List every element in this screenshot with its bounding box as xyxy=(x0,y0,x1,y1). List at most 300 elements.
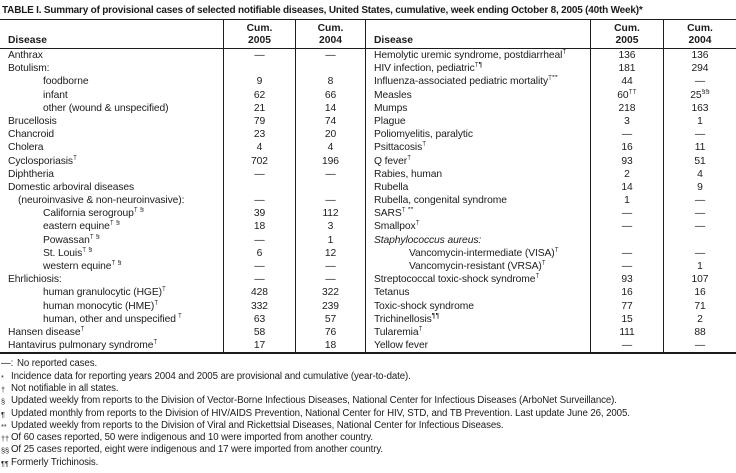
column-header-cum-2005-right xyxy=(590,20,663,48)
footnote xyxy=(0,408,736,420)
value: 3 xyxy=(327,221,334,233)
footnote xyxy=(0,358,736,370)
column-header-label: 2005 xyxy=(248,34,271,46)
cum-2005-cell xyxy=(590,49,663,62)
value: 25 xyxy=(690,89,702,101)
disease-cell xyxy=(0,300,223,313)
cum-2004-cell xyxy=(295,181,365,194)
cum-2005-cell xyxy=(223,181,295,194)
disease-name: Rubella, congenital syndrome xyxy=(374,195,507,207)
footnote-marker: †† xyxy=(1,434,9,444)
disease-name: foodborne xyxy=(43,76,89,88)
cum-2004-cell xyxy=(295,273,365,286)
cum-2005-cell xyxy=(223,75,295,88)
disease-cell xyxy=(365,247,590,260)
disease-name: Botulism: xyxy=(8,63,50,75)
cum-2004-cell xyxy=(663,181,736,194)
value: — xyxy=(621,247,633,259)
disease-name: Ehrlichiosis: xyxy=(8,274,62,286)
cum-2004-cell xyxy=(663,128,736,141)
value: — xyxy=(694,76,706,88)
disease-name: Brucellosis xyxy=(8,115,57,127)
value: 16 xyxy=(621,142,633,154)
disease-name: human monocytic (HME) xyxy=(43,300,155,312)
cum-2004-cell xyxy=(663,234,736,247)
disease-name: Streptococcal toxic-shock syndrome xyxy=(374,274,536,286)
disease-cell xyxy=(0,168,223,181)
value: 181 xyxy=(618,63,636,75)
disease-cell xyxy=(365,194,590,207)
value: — xyxy=(694,221,706,233)
table-header-row xyxy=(0,19,736,49)
footnote-marker: † xyxy=(175,312,182,320)
footnote-marker: † xyxy=(418,325,423,333)
value: — xyxy=(621,129,633,141)
value: 39 xyxy=(253,208,266,220)
disease-name: Rabies, human xyxy=(374,168,442,180)
disease-cell xyxy=(0,49,223,62)
disease-cell xyxy=(365,234,590,247)
footnote-marker: †** xyxy=(548,75,558,82)
value: 14 xyxy=(324,102,337,114)
value: 93 xyxy=(621,274,633,286)
disease-name: California serogroup xyxy=(43,208,134,220)
cum-2004-cell xyxy=(295,300,365,313)
column-header-label: Cum. xyxy=(687,23,713,34)
value: 51 xyxy=(694,155,706,167)
value: 71 xyxy=(694,300,706,312)
disease-name: Domestic arboviral diseases xyxy=(8,181,135,193)
value: 294 xyxy=(691,63,709,75)
value: 14 xyxy=(621,181,633,193)
disease-cell xyxy=(0,181,223,194)
value: — xyxy=(325,261,336,272)
value: 136 xyxy=(691,50,709,61)
value: — xyxy=(254,234,265,246)
column-header-disease-left xyxy=(0,20,223,48)
cum-2004-cell xyxy=(663,141,736,154)
disease-cell xyxy=(365,89,590,102)
cum-2005-cell xyxy=(223,300,295,313)
disease-cell xyxy=(0,313,223,326)
value: 1 xyxy=(327,234,334,246)
disease-cell xyxy=(365,102,590,115)
cum-2004-cell xyxy=(663,49,736,62)
value: 112 xyxy=(322,208,339,220)
cum-2004-cell xyxy=(663,247,736,260)
cum-2005-cell xyxy=(590,89,663,102)
footnote xyxy=(0,444,736,456)
cum-2004-cell xyxy=(663,62,736,75)
disease-name: Rubella xyxy=(374,181,409,193)
cum-2004-cell xyxy=(663,313,736,326)
footnote-marker: ¶¶ xyxy=(1,458,9,468)
cum-2005-cell xyxy=(590,115,663,128)
disease-cell xyxy=(365,326,590,339)
footnote-marker: † § xyxy=(111,260,122,267)
value: 1 xyxy=(697,261,703,272)
column-header-label: 2004 xyxy=(688,34,712,46)
cum-2004-cell xyxy=(295,247,365,260)
column-header-label: Cum. xyxy=(614,23,640,34)
disease-name: Toxic-shock syndrome xyxy=(374,300,474,312)
disease-name: Hemolytic uremic syndrome, postdiarrheal xyxy=(374,50,563,61)
disease-name: SARS xyxy=(374,208,402,220)
footnote-text: Formerly Trichinosis. xyxy=(11,456,99,468)
value: 62 xyxy=(253,89,266,101)
footnote-marker: † xyxy=(80,325,85,333)
footnote-text: Updated monthly from reports to the Division of HIV/AIDS Prevention, National Center for HIV, STD, and TB Prevention. Last update June 26, 2005. xyxy=(11,407,630,419)
cum-2005-cell xyxy=(590,168,663,181)
disease-cell xyxy=(365,75,590,88)
footnote-text: No reported cases. xyxy=(17,358,98,370)
value: 4 xyxy=(327,142,334,154)
footnote-marker: † xyxy=(154,299,159,307)
disease-name: Chancroid xyxy=(8,129,55,141)
value: — xyxy=(254,195,265,207)
footnote-marker: † xyxy=(407,154,412,162)
value: 58 xyxy=(253,326,266,338)
value: 20 xyxy=(324,129,337,141)
cum-2004-cell xyxy=(295,234,365,247)
footnote-marker: † § xyxy=(89,233,100,241)
cum-2005-cell xyxy=(590,339,663,352)
footnote-marker: † xyxy=(562,49,567,56)
cum-2004-cell xyxy=(295,49,365,62)
disease-name: Cholera xyxy=(8,142,44,154)
cum-2004-cell xyxy=(663,115,736,128)
column-header-cum-2005-left xyxy=(223,20,295,48)
cum-2004-cell xyxy=(663,194,736,207)
cum-2005-cell xyxy=(590,194,663,207)
footnote-marker: † § xyxy=(133,207,144,214)
disease-name: other (wound & unspecified) xyxy=(43,102,169,114)
footnote-marker: —: xyxy=(1,358,14,370)
disease-name: Q fever xyxy=(374,155,408,167)
value: — xyxy=(325,195,336,207)
cum-2005-cell xyxy=(223,155,295,168)
cum-2005-cell xyxy=(223,89,295,102)
value: 79 xyxy=(253,115,266,127)
cum-2005-cell xyxy=(590,234,663,247)
value: 66 xyxy=(324,89,337,101)
cum-2005-cell xyxy=(223,286,295,299)
cum-2005-cell xyxy=(590,128,663,141)
footnote-marker: † § xyxy=(82,246,93,254)
cum-2004-cell xyxy=(295,75,365,88)
cum-2004-cell xyxy=(295,141,365,154)
disease-cell xyxy=(365,207,590,220)
footnote-marker: † ** xyxy=(401,207,414,214)
cum-2005-cell xyxy=(590,300,663,313)
value: 6 xyxy=(256,247,263,259)
value: 18 xyxy=(324,340,337,352)
cum-2005-cell xyxy=(590,141,663,154)
cum-2004-cell xyxy=(295,155,365,168)
cum-2005-cell xyxy=(223,102,295,115)
cum-2004-cell xyxy=(295,207,365,220)
footnote xyxy=(0,395,736,407)
disease-name: Anthrax xyxy=(8,50,43,61)
value: 107 xyxy=(691,274,709,286)
cum-2005-cell xyxy=(590,181,663,194)
value: — xyxy=(254,274,265,286)
value: 1 xyxy=(697,115,703,127)
cum-2004-cell xyxy=(663,168,736,181)
disease-name: Smallpox xyxy=(374,221,416,233)
disease-name: Diphtheria xyxy=(8,168,54,180)
column-header-label: Disease xyxy=(374,35,413,46)
table-body xyxy=(0,49,736,354)
disease-name: Vancomycin-intermediate (VISA) xyxy=(409,247,555,259)
value: 3 xyxy=(624,115,630,127)
value: — xyxy=(621,340,633,352)
disease-name: St. Louis xyxy=(43,247,83,259)
value: — xyxy=(694,208,706,220)
disease-name: Staphylococcus aureus: xyxy=(374,234,482,246)
value: 4 xyxy=(697,168,703,180)
disease-cell xyxy=(0,220,223,233)
value: 16 xyxy=(621,287,633,299)
disease-cell xyxy=(365,313,590,326)
value: 76 xyxy=(324,326,337,338)
disease-name: Powassan xyxy=(43,234,90,246)
disease-cell xyxy=(365,220,590,233)
value: — xyxy=(254,168,265,180)
cum-2005-cell xyxy=(590,102,663,115)
value: 2 xyxy=(624,168,630,180)
footnote-text: Of 60 cases reported, 50 were indigenous and 10 were imported from another country. xyxy=(11,432,374,444)
disease-name: HIV infection, pediatric xyxy=(374,63,475,75)
disease-cell xyxy=(0,128,223,141)
value: 322 xyxy=(322,287,339,299)
cum-2004-cell xyxy=(295,194,365,207)
disease-name: western equine xyxy=(43,261,112,272)
disease-cell xyxy=(0,75,223,88)
disease-name: eastern equine xyxy=(43,221,110,233)
cum-2005-cell xyxy=(590,286,663,299)
value: — xyxy=(325,168,336,180)
cum-2004-cell xyxy=(295,115,365,128)
value: 16 xyxy=(694,287,706,299)
disease-name: Vancomycin-resistant (VRSA) xyxy=(409,261,542,272)
value: — xyxy=(325,50,336,61)
value: 136 xyxy=(618,50,636,61)
cum-2004-cell xyxy=(663,273,736,286)
cum-2004-cell xyxy=(295,62,365,75)
value: 18 xyxy=(253,221,266,233)
value: 15 xyxy=(621,313,633,325)
footnote-marker: † xyxy=(554,246,559,254)
disease-cell xyxy=(0,62,223,75)
value: 163 xyxy=(691,102,709,114)
value: — xyxy=(694,195,706,207)
footnotes xyxy=(0,354,736,469)
footnote-text: Of 25 cases reported, eight were indigenous and 17 were imported from another country. xyxy=(11,444,383,456)
cum-2005-cell xyxy=(223,115,295,128)
footnote-marker: ¶ xyxy=(1,409,5,419)
disease-cell xyxy=(0,141,223,154)
cum-2005-cell xyxy=(223,326,295,339)
cum-2005-cell xyxy=(223,339,295,352)
footnote xyxy=(0,420,736,432)
cum-2004-cell xyxy=(663,326,736,339)
value: — xyxy=(621,261,633,272)
disease-name: Hansen disease xyxy=(8,326,81,338)
cum-2004-cell xyxy=(663,260,736,273)
cum-2004-cell xyxy=(295,339,365,352)
disease-cell xyxy=(0,326,223,339)
column-header-disease-right xyxy=(365,20,590,48)
disease-cell xyxy=(365,62,590,75)
cum-2005-cell xyxy=(590,273,663,286)
value: 57 xyxy=(324,313,337,325)
value: 428 xyxy=(251,287,268,299)
footnote-text: Incidence data for reporting years 2004 and 2005 are provisional and cumulative (year-to-date). xyxy=(11,370,411,382)
disease-name: Tularemia xyxy=(374,326,419,338)
cum-2005-cell xyxy=(223,49,295,62)
cum-2005-cell xyxy=(590,207,663,220)
value: 9 xyxy=(256,76,263,88)
disease-name: Influenza-associated pediatric mortality xyxy=(374,76,548,88)
cum-2005-cell xyxy=(223,260,295,273)
cum-2005-cell xyxy=(590,260,663,273)
disease-cell xyxy=(365,339,590,352)
value: — xyxy=(694,129,706,141)
column-header-cum-2004-left xyxy=(295,20,365,48)
column-header-label: 2004 xyxy=(319,34,342,46)
cum-2004-cell xyxy=(663,300,736,313)
value: 1 xyxy=(624,195,630,207)
value: 332 xyxy=(251,300,268,312)
disease-cell xyxy=(365,155,590,168)
disease-name: human, other and unspecified xyxy=(43,313,176,325)
value: 77 xyxy=(621,300,633,312)
cum-2004-cell xyxy=(295,128,365,141)
cum-2005-cell xyxy=(223,141,295,154)
footnote-marker: § xyxy=(1,397,5,407)
disease-cell xyxy=(0,273,223,286)
value: 21 xyxy=(253,102,266,114)
footnote-marker: ¶¶ xyxy=(431,312,440,320)
cum-2005-cell xyxy=(590,62,663,75)
disease-name: Measles xyxy=(374,89,412,101)
value: 2 xyxy=(697,313,703,325)
footnote-marker: † xyxy=(422,141,427,148)
cum-2004-cell xyxy=(663,89,736,102)
cum-2005-cell xyxy=(590,155,663,168)
footnote-marker: †¶ xyxy=(474,62,483,69)
footnote-marker: †† xyxy=(628,88,637,96)
value: 74 xyxy=(324,115,337,127)
cum-2004-cell xyxy=(663,207,736,220)
footnote-marker: † § xyxy=(109,220,120,228)
disease-name: infant xyxy=(43,89,68,101)
footnote-marker: † xyxy=(161,286,166,293)
value: — xyxy=(621,221,633,233)
disease-cell xyxy=(365,273,590,286)
footnote-marker: * xyxy=(1,372,4,382)
column-header-label: Disease xyxy=(8,35,47,46)
value: — xyxy=(621,208,633,220)
footnote-text: Updated weekly from reports to the Division of Vector-Borne Infectious Diseases, National Center for Infectious Diseases (ArboNet Surveillance). xyxy=(11,395,617,407)
cum-2005-cell xyxy=(223,273,295,286)
value: 196 xyxy=(322,155,339,167)
disease-name: (neuroinvasive & non-neuroinvasive): xyxy=(18,195,185,207)
value: 239 xyxy=(322,300,339,312)
disease-cell xyxy=(365,49,590,62)
column-header-cum-2004-right xyxy=(663,20,736,48)
footnote xyxy=(0,383,736,395)
cum-2004-cell xyxy=(295,102,365,115)
cum-2004-cell xyxy=(295,220,365,233)
cum-2004-cell xyxy=(295,286,365,299)
disease-name: Yellow fever xyxy=(374,340,428,352)
cum-2005-cell xyxy=(223,234,295,247)
value: 218 xyxy=(618,102,636,114)
cum-2005-cell xyxy=(223,247,295,260)
value: 88 xyxy=(694,326,706,338)
footnote xyxy=(0,432,736,444)
footnote xyxy=(0,457,736,469)
cum-2004-cell xyxy=(663,102,736,115)
cum-2004-cell xyxy=(663,339,736,352)
disease-name: Psittacosis xyxy=(374,142,423,154)
value: 111 xyxy=(619,326,635,338)
disease-cell xyxy=(0,260,223,273)
value: 93 xyxy=(621,155,633,167)
disease-cell xyxy=(0,115,223,128)
disease-name: Hantavirus pulmonary syndrome xyxy=(8,340,154,352)
value: 12 xyxy=(324,247,337,259)
cum-2005-cell xyxy=(590,247,663,260)
disease-cell xyxy=(365,141,590,154)
disease-name: Mumps xyxy=(374,102,408,114)
disease-cell xyxy=(0,89,223,102)
disease-cell xyxy=(0,102,223,115)
value: 60 xyxy=(617,89,629,101)
disease-cell xyxy=(365,260,590,273)
value: 44 xyxy=(621,76,633,88)
footnote-text: Not notifiable in all states. xyxy=(11,382,119,394)
value: 17 xyxy=(253,340,266,352)
disease-cell xyxy=(0,207,223,220)
value: — xyxy=(254,50,265,61)
value: 9 xyxy=(697,181,703,193)
footnote-marker: † xyxy=(415,220,420,228)
column-header-label: Cum. xyxy=(317,23,344,34)
cum-2004-cell xyxy=(295,168,365,181)
disease-cell xyxy=(0,247,223,260)
cum-2005-cell xyxy=(590,220,663,233)
footnote-marker: † xyxy=(72,154,78,162)
value: 4 xyxy=(256,142,263,154)
footnote-marker: † xyxy=(535,273,540,280)
cum-2005-cell xyxy=(223,168,295,181)
footnote-marker: §§ xyxy=(701,88,710,96)
value: 8 xyxy=(327,76,334,88)
cum-2004-cell xyxy=(663,286,736,299)
cum-2005-cell xyxy=(590,313,663,326)
cum-2004-cell xyxy=(295,260,365,273)
value: — xyxy=(694,247,706,259)
cum-2004-cell xyxy=(295,326,365,339)
disease-name: Plague xyxy=(374,115,406,127)
cum-2004-cell xyxy=(663,220,736,233)
cum-2005-cell xyxy=(223,62,295,75)
disease-name: Tetanus xyxy=(374,287,410,299)
cum-2005-cell xyxy=(223,128,295,141)
